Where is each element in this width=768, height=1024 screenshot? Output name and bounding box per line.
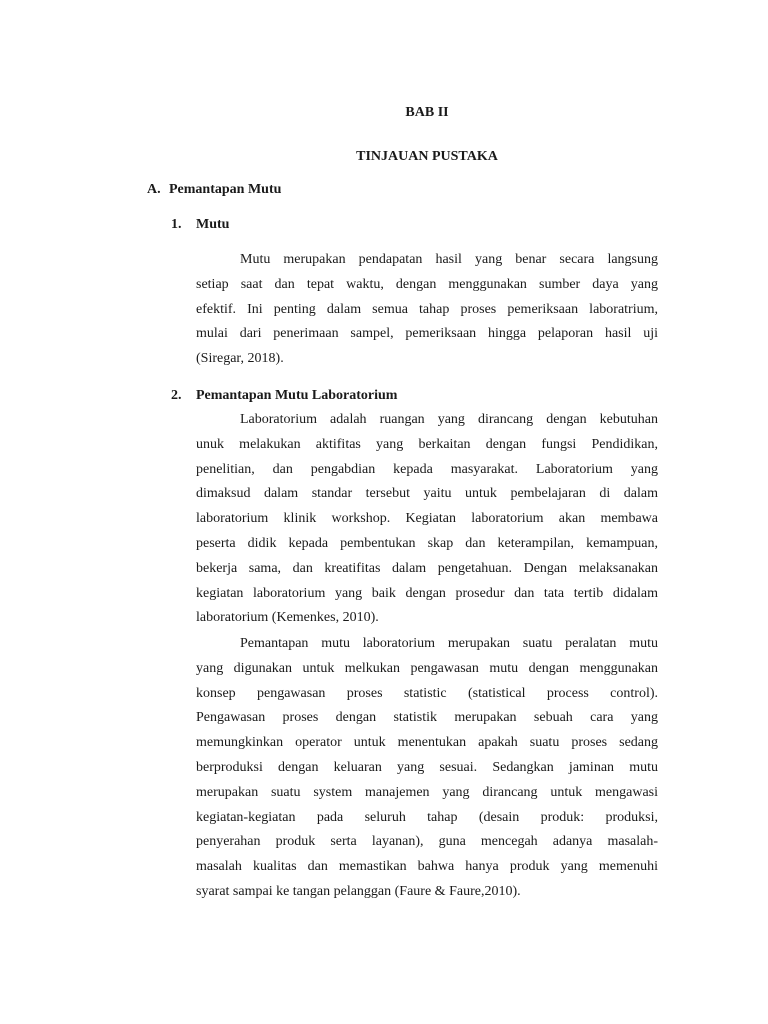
chapter-title: TINJAUAN PUSTAKA	[356, 149, 498, 164]
paragraph-line: laboratorium klinik workshop. Kegiatan laboratorium akan membawa	[196, 511, 658, 527]
paragraph-line: penyerahan produk serta layanan), guna mencegah adanya masalah-	[196, 834, 658, 850]
paragraph-line: berproduksi dengan keluaran yang sesuai. Sedangkan jaminan mutu	[196, 759, 658, 775]
paragraph-line: merupakan suatu system manajemen yang dirancang untuk mengawasi	[196, 784, 658, 800]
paragraph-line: bekerja sama, dan kreatifitas dalam pengetahuan. Dengan melaksanakan	[196, 560, 658, 576]
paragraph-line: peserta didik kepada pembentukan skap dan keterampilan, kemampuan,	[196, 535, 658, 551]
chapter-label: BAB II	[405, 105, 449, 120]
paragraph-line: mulai dari penerimaan sampel, pemeriksaan hingga pelaporan hasil uji	[196, 326, 658, 342]
subsection-number: 2.	[171, 388, 182, 403]
paragraph-line: Laboratorium adalah ruangan yang dirancang dengan kebutuhan	[240, 412, 658, 427]
subsection-heading-2	[171, 387, 397, 405]
paragraph-line: kegiatan-kegiatan pada seluruh tahap (desain produk: produksi,	[196, 809, 658, 825]
paragraph-line: syarat sampai ke tangan pelanggan (Faure & Faure,2010).	[196, 883, 521, 899]
paragraph-line: memungkinkan operator untuk menentukan apakah suatu proses sedang	[196, 735, 658, 751]
paragraph-line: penelitian, dan pengabdian kepada masyarakat. Laboratorium yang	[196, 461, 658, 477]
paragraph-line: unuk melakukan aktifitas yang berkaitan dengan fungsi Pendidikan,	[196, 436, 658, 452]
paragraph-line: efektif. Ini penting dalam semua tahap proses pemeriksaan laboratrium,	[196, 301, 658, 317]
paragraph-line: dimaksud dalam standar tersebut yaitu untuk pembelajaran di dalam	[196, 486, 658, 502]
subsection-title: Pemantapan Mutu Laboratorium	[196, 388, 398, 403]
paragraph-laboratorium	[196, 408, 658, 631]
subsection-title: Mutu	[196, 217, 230, 232]
paragraph-line: konsep pengawasan proses statistic (statistical process control).	[196, 685, 658, 701]
subsection-heading-1	[171, 216, 229, 234]
paragraph-line: masalah kualitas dan memastikan bahwa hanya produk yang memenuhi	[196, 859, 658, 875]
subsection-number: 1.	[171, 217, 182, 232]
section-heading-a	[147, 181, 281, 199]
paragraph-line: Mutu merupakan pendapatan hasil yang benar secara langsung	[240, 252, 658, 267]
paragraph-line: Pengawasan proses dengan statistik merupakan sebuah cara yang	[196, 710, 658, 726]
paragraph-mutu	[196, 248, 658, 372]
paragraph-line: yang digunakan untuk melkukan pengawasan mutu dengan menggunakan	[196, 660, 658, 676]
section-title: Pemantapan Mutu	[169, 182, 282, 197]
paragraph-line: setiap saat dan tepat waktu, dengan menggunakan sumber daya yang	[196, 276, 658, 292]
paragraph-line: laboratorium (Kemenkes, 2010).	[196, 610, 379, 626]
paragraph-line: kegiatan laboratorium yang baik dengan prosedur dan tata tertib didalam	[196, 585, 658, 601]
paragraph-line: (Siregar, 2018).	[196, 351, 284, 367]
section-number: A.	[147, 182, 161, 197]
paragraph-pemantapan-mutu	[196, 632, 658, 905]
paragraph-line: Pemantapan mutu laboratorium merupakan suatu peralatan mutu	[240, 636, 658, 651]
